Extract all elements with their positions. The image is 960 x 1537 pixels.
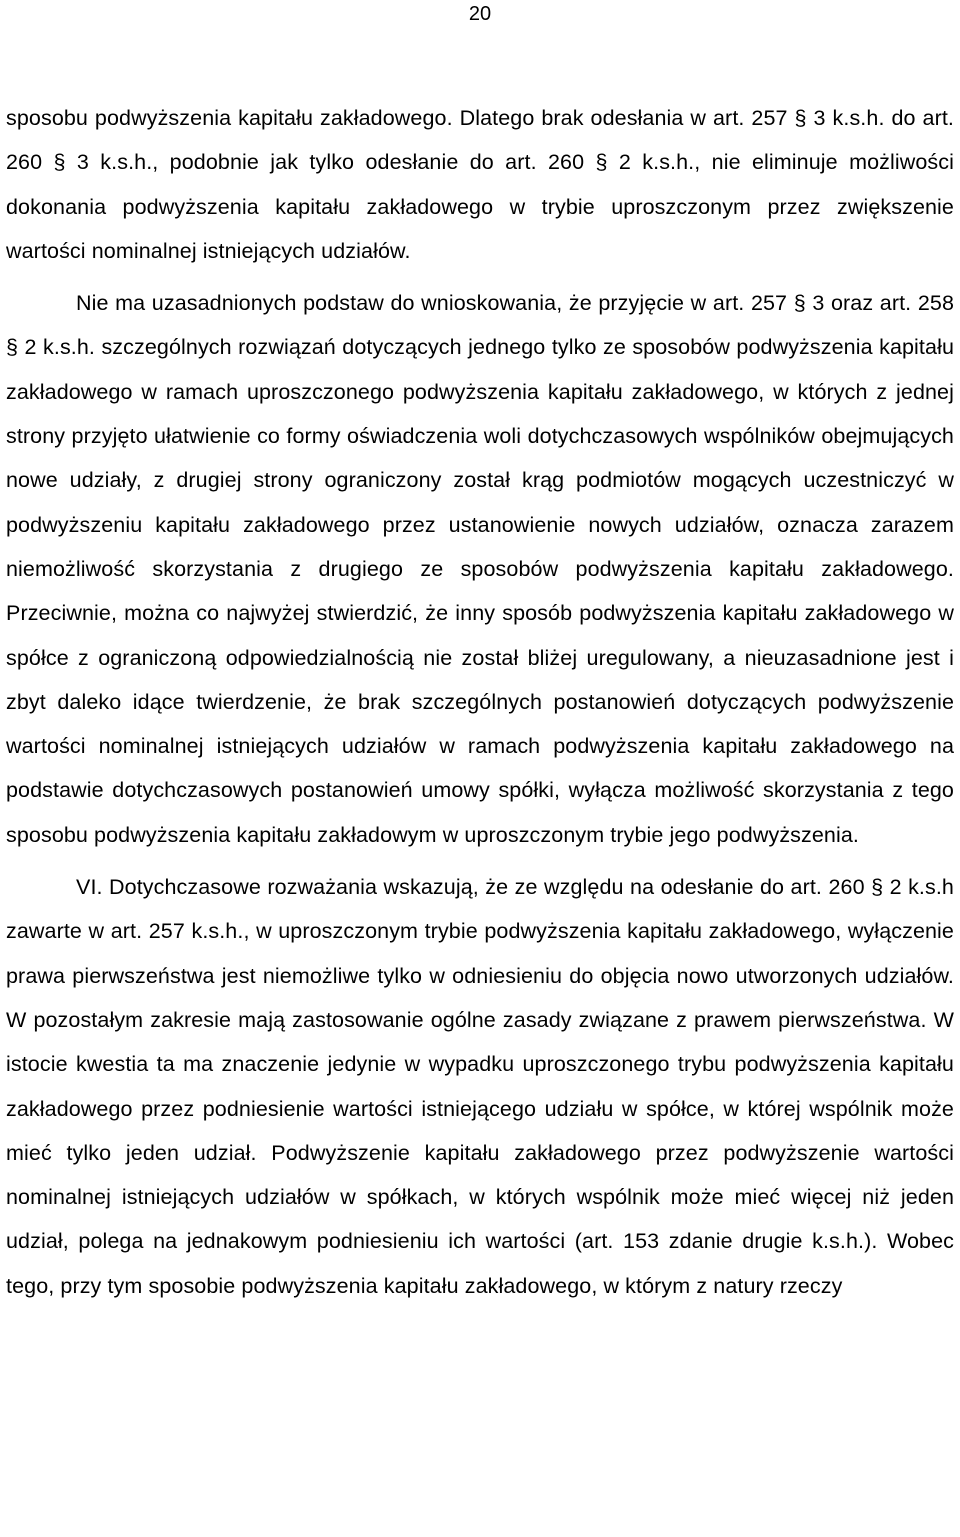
paragraph-1: sposobu podwyższenia kapitału zakładowego. Dlatego brak odesłania w art. 257 § 3 k.s.h. do art. 260 § 3 k.s.h., podobnie jak tylko odesłanie do art. 260 § 2 k.s.h., nie eliminuje możliwości dokonania podwyższenia kapitału zakładowego w trybie uproszczonym przez zwiększenie wartości nominalnej istniejących udziałów. (6, 106, 954, 263)
paragraph-2: Nie ma uzasadnionych podstaw do wnioskowania, że przyjęcie w art. 257 § 3 oraz art. 258 § 2 k.s.h. szczególnych rozwiązań dotyczących jednego tylko ze sposobów podwyższenia kapitału zakładowego w ramach uproszczonego podwyższenia kapitału zakładowego, w których z jednej strony przyjęto ułatwienie co formy oświadczenia woli dotychczasowych wspólników obejmujących nowe udziały, z drugiej strony ograniczony został krąg podmiotów mogących uczestniczyć w podwyższeniu kapitału zakładowego przez ustanowienie nowych udziałów, oznacza zarazem niemożliwość skorzystania z drugiego ze sposobów podwyższenia kapitału zakładowego. Przeciwnie, można co najwyżej stwierdzić, że inny sposób podwyższenia kapitału zakładowego w spółce z ograniczoną odpowiedzialnością nie został bliżej uregulowany, a nieuzasadnione jest i zbyt daleko idące twierdzenie, że brak szczególnych postanowień dotyczących podwyższenie wartości nominalnej istniejących udziałów w ramach podwyższenia kapitału zakładowego na podstawie dotychczasowych postanowień umowy spółki, wyłącza możliwość skorzystania z tego sposobu podwyższenia kapitału zakładowym w uproszczonym trybie jego podwyższenia. (6, 291, 954, 847)
page-number: 20 (468, 3, 492, 25)
paragraph-3: VI. Dotychczasowe rozważania wskazują, że ze względu na odesłanie do art. 260 § 2 k.s.h zawarte w art. 257 k.s.h., w uproszczonym trybie podwyższenia kapitału zakładowego, wyłączenie prawa pierwszeństwa jest niemożliwe tylko w odniesieniu do objęcia nowo utworzonych udziałów. W pozostałym zakresie mają zastosowanie ogólne zasady związane z prawem pierwszeństwa. W istocie kwestia ta ma znaczenie jedynie w wypadku uproszczonego trybu podwyższenia kapitału zakładowego przez podniesienie wartości istniejącego udziału w spółce, w której wspólnik może mieć tylko jeden udział. Podwyższenie kapitału zakładowego przez podwyższenie wartości nominalnej istniejących udziałów w spółkach, w których wspólnik może mieć więcej niż jeden udział, polega na jednakowym podniesieniu ich wartości (art. 153 zdanie drugie k.s.h.). Wobec tego, przy tym sposobie podwyższenia kapitału zakładowego, w którym z natury rzeczy (6, 875, 954, 1298)
document-body (6, 96, 954, 1308)
